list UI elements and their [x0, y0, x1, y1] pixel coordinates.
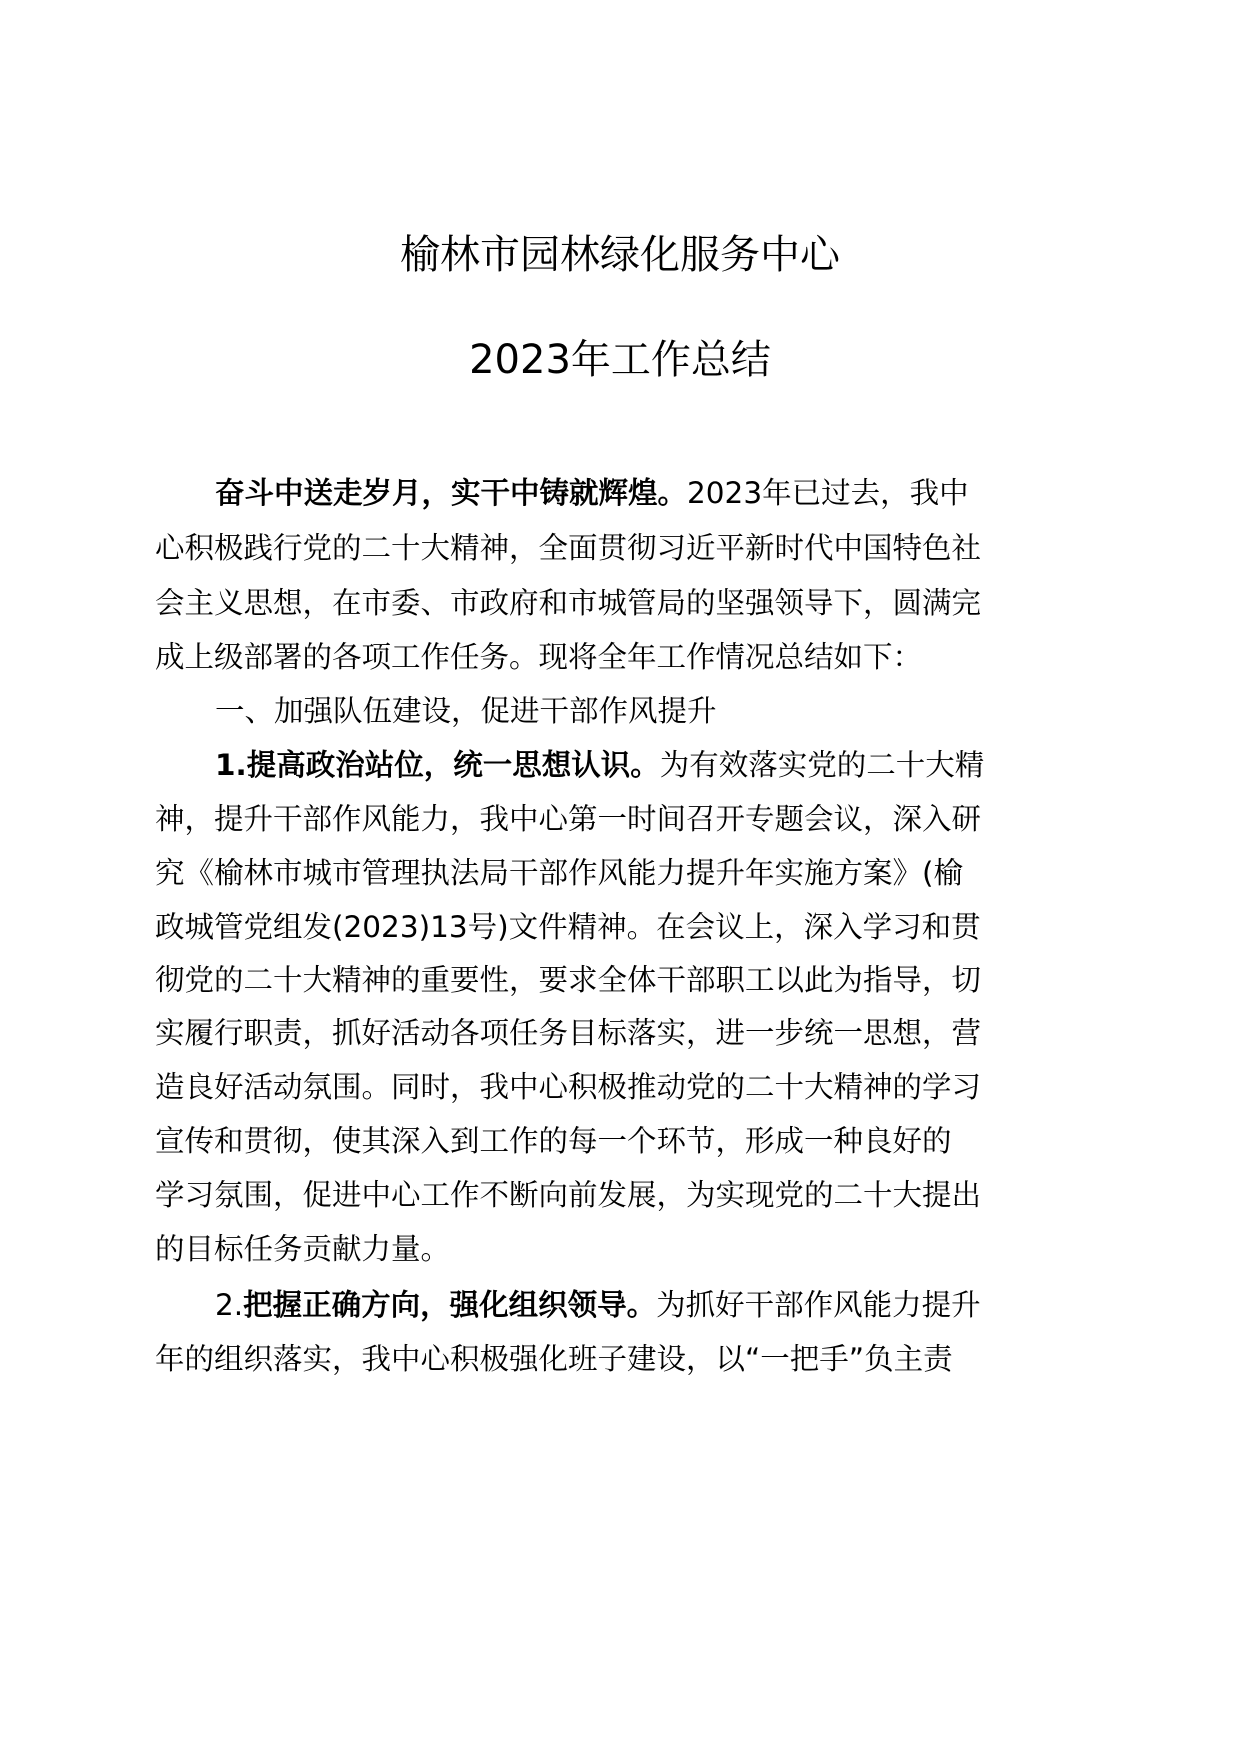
item-1-line: 学习氛围，促进中心工作不断向前发展，为实现党的二十大提出 — [155, 1178, 982, 1212]
item-1-line: 宣传和贯彻，使其深入到工作的每一个环节，形成一种良好的 — [155, 1124, 952, 1158]
item-1-line: 的目标任务贡献力量。 — [155, 1232, 451, 1266]
item-1-line: 究《榆林市城市管理执法局干部作风能力提升年实施方案》(榆 — [155, 856, 964, 890]
section-1-heading: 一、加强队伍建设，促进干部作风提升 — [215, 694, 717, 728]
title-line-1: 榆林市园林绿化服务中心 — [400, 232, 840, 278]
intro-line: 心积极践行党的二十大精神，全面贯彻习近平新时代中国特色社 — [155, 531, 982, 565]
item-1-line: 政城管党组发(2023)13号)文件精神。在会议上，深入学习和贯 — [155, 910, 981, 944]
intro-text: 2023年已过去，我中 — [687, 476, 969, 510]
item-2-lead: 把握正确方向，强化组织领导。 — [243, 1288, 657, 1322]
item-2-line: 年的组织落实，我中心积极强化班子建设，以“一把手”负主责 — [155, 1342, 953, 1376]
item-1-line: 造良好活动氛围。同时，我中心积极推动党的二十大精神的学习 — [155, 1070, 982, 1104]
intro-line: 成上级部署的各项工作任务。现将全年工作情况总结如下： — [155, 640, 923, 674]
item-1-lead: 1.提高政治站位，统一思想认识。 — [215, 748, 660, 782]
item-1-line: 神，提升干部作风能力，我中心第一时间召开专题会议，深入研 — [155, 802, 982, 836]
item-1-text: 为有效落实党的二十大精 — [659, 748, 985, 782]
item-1-line: 彻党的二十大精神的重要性，要求全体干部职工以此为指导，切 — [155, 963, 982, 997]
intro-lead: 奋斗中送走岁月，实干中铸就辉煌。 — [215, 476, 688, 510]
item-2-text: 为抓好干部作风能力提升 — [656, 1288, 981, 1322]
title-line-2: 2023年工作总结 — [469, 337, 771, 383]
intro-line: 会主义思想，在市委、市政府和市城管局的坚强领导下，圆满完 — [155, 586, 982, 620]
item-1-line: 实履行职责，抓好活动各项任务目标落实，进一步统一思想，营 — [155, 1016, 982, 1050]
item-2-number: 2. — [215, 1288, 244, 1322]
